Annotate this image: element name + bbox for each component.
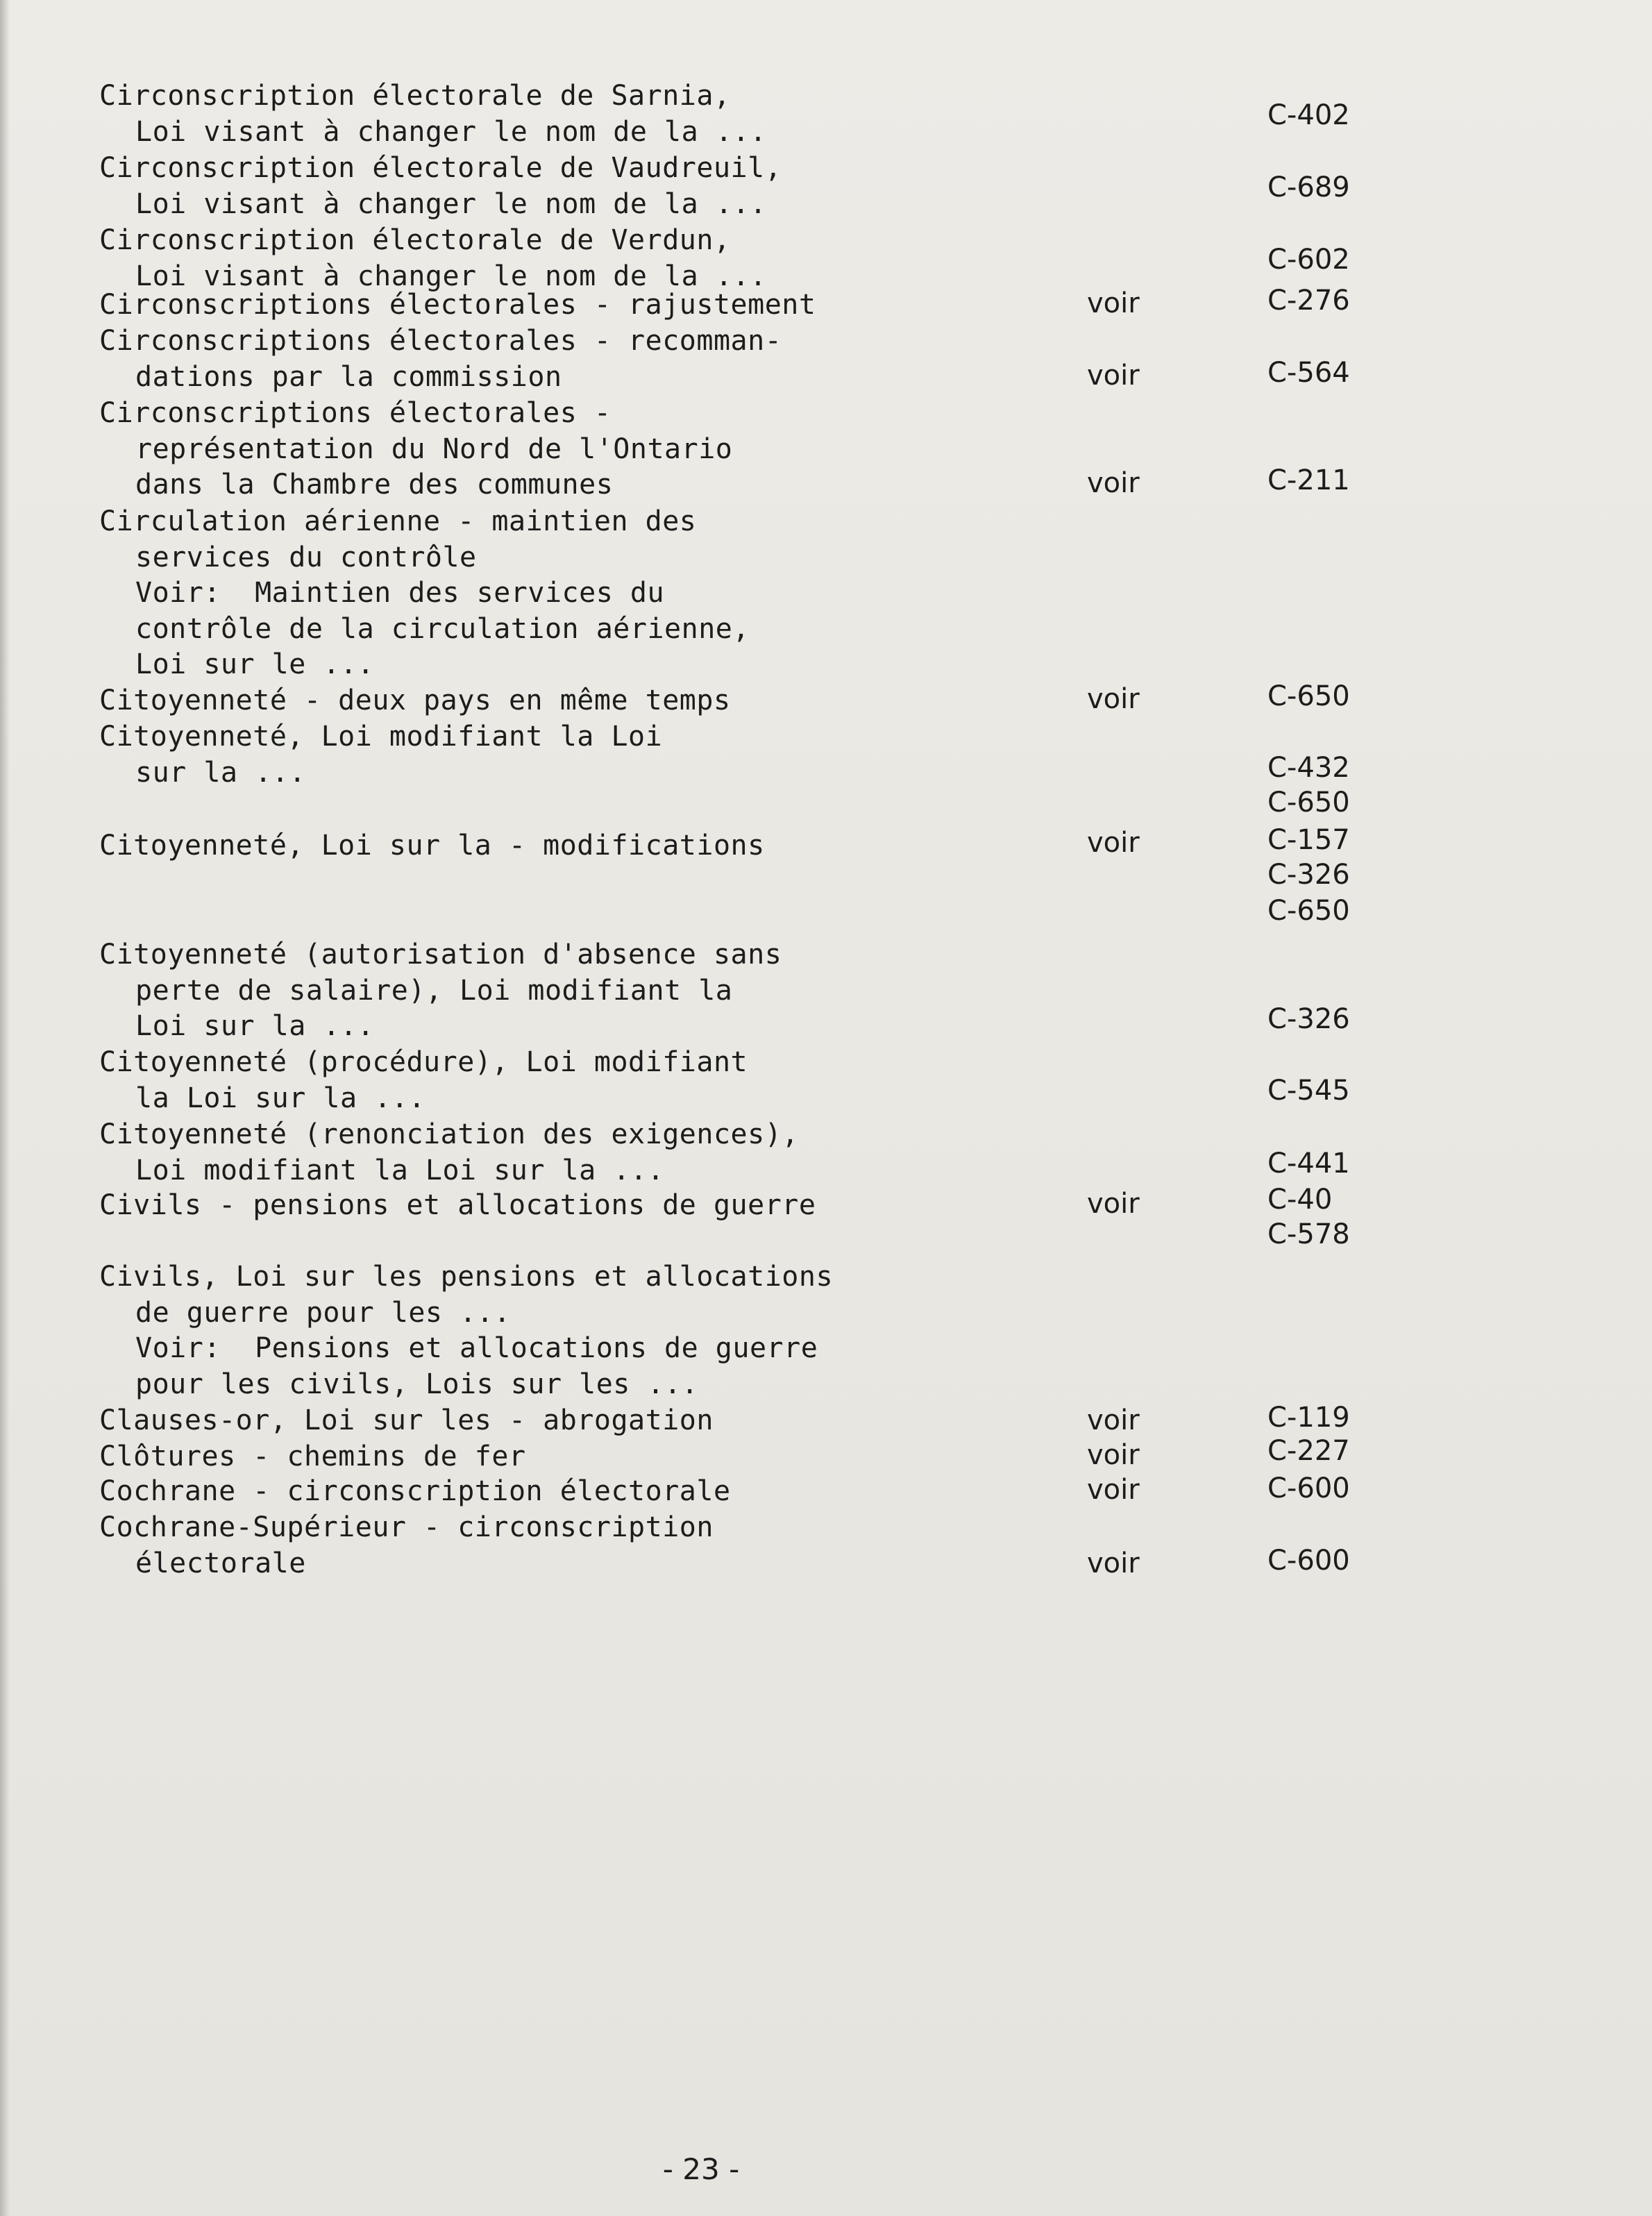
see-reference-label: voir xyxy=(1087,827,1140,859)
bill-number: C-40 xyxy=(1267,1184,1333,1216)
see-reference-label: voir xyxy=(1087,1404,1140,1436)
index-entry-continuation: de guerre pour les ... xyxy=(135,1296,511,1329)
index-entry-continuation: Loi visant à changer le nom de la ... xyxy=(135,260,767,292)
bill-number: C-119 xyxy=(1267,1402,1350,1434)
index-entry-term: Citoyenneté (renonciation des exigences), xyxy=(99,1118,799,1150)
bill-number: C-545 xyxy=(1267,1075,1350,1107)
index-entry-continuation: Loi visant à changer le nom de la ... xyxy=(135,115,767,148)
index-entry-continuation: perte de salaire), Loi modifiant la xyxy=(135,974,733,1007)
index-entry-continuation: contrôle de la circulation aérienne, xyxy=(135,612,750,645)
index-entry-continuation: services du contrôle xyxy=(135,541,477,573)
see-reference-label: voir xyxy=(1087,1474,1140,1506)
index-entry-term: Circonscription électorale de Sarnia, xyxy=(99,80,731,112)
index-entry-continuation: Loi modifiant la Loi sur la ... xyxy=(135,1154,665,1186)
index-entry-term: Citoyenneté (procédure), Loi modifiant xyxy=(99,1046,748,1078)
see-reference-label: voir xyxy=(1087,683,1140,715)
bill-number: C-441 xyxy=(1267,1148,1350,1180)
index-entry-term: Circulation aérienne - maintien des xyxy=(99,505,697,537)
see-reference-label: voir xyxy=(1087,1188,1140,1220)
bill-number: C-650 xyxy=(1267,680,1350,712)
index-entry-term: Citoyenneté, Loi sur la - modifications xyxy=(99,830,765,862)
bill-number: C-432 xyxy=(1267,752,1350,784)
page-number: - 23 - xyxy=(662,2152,740,2186)
index-entry-term: Cochrane - circonscription électorale xyxy=(99,1475,731,1507)
index-entry-continuation: Loi visant à changer le nom de la ... xyxy=(135,187,767,220)
page-edge-shadow xyxy=(0,0,10,2216)
index-entry-term: Circonscriptions électorales - recomman- xyxy=(99,325,782,357)
index-entry-continuation: électorale xyxy=(135,1547,306,1579)
index-entry-term: Citoyenneté (autorisation d'absence sans xyxy=(99,939,782,971)
index-entry-term: Civils - pensions et allocations de guerre xyxy=(99,1189,816,1221)
index-entry-term: Cochrane-Supérieur - circonscription xyxy=(99,1511,714,1543)
bill-number: C-326 xyxy=(1267,1003,1350,1035)
index-entry-continuation: Loi sur la ... xyxy=(135,1010,375,1043)
index-entry-continuation: pour les civils, Lois sur les ... xyxy=(135,1368,699,1400)
index-entry-term: Clauses-or, Loi sur les - abrogation xyxy=(99,1404,714,1436)
index-entry-continuation: sur la ... xyxy=(135,756,306,789)
index-entry-continuation: la Loi sur la ... xyxy=(135,1082,425,1114)
index-entry-continuation: dans la Chambre des communes xyxy=(135,469,614,501)
see-reference-label: voir xyxy=(1087,1547,1140,1579)
see-reference-label: voir xyxy=(1087,467,1140,499)
index-entry-term: Circonscriptions électorales - xyxy=(99,397,612,429)
bill-number: C-402 xyxy=(1267,99,1350,131)
bill-number: C-326 xyxy=(1267,859,1350,891)
index-entry-term: Citoyenneté, Loi modifiant la Loi xyxy=(99,721,663,753)
index-entry-continuation: Loi sur le ... xyxy=(135,648,375,681)
bill-number: C-564 xyxy=(1267,357,1350,389)
index-entry-term: Circonscription électorale de Verdun, xyxy=(99,224,731,256)
see-reference-label: voir xyxy=(1087,287,1140,319)
index-entry-continuation: Voir: Pensions et allocations de guerre xyxy=(135,1332,818,1365)
index-entry-continuation: dations par la commission xyxy=(135,360,562,393)
index-entry-term: Circonscription électorale de Vaudreuil, xyxy=(99,152,782,184)
index-entry-term: Circonscriptions électorales - rajustement xyxy=(99,289,816,321)
bill-number: C-157 xyxy=(1267,824,1350,856)
index-entry-term: Citoyenneté - deux pays en même temps xyxy=(99,685,731,716)
see-reference-label: voir xyxy=(1087,1439,1140,1471)
index-entry-term: Civils, Loi sur les pensions et allocations xyxy=(99,1261,834,1293)
bill-number: C-689 xyxy=(1267,171,1350,203)
bill-number: C-650 xyxy=(1267,895,1350,927)
index-entry-continuation: représentation du Nord de l'Ontario xyxy=(135,433,733,465)
bill-number: C-227 xyxy=(1267,1435,1350,1467)
bill-number: C-602 xyxy=(1267,244,1350,276)
bill-number: C-211 xyxy=(1267,464,1350,496)
index-entry-term: Clôtures - chemins de fer xyxy=(99,1441,526,1472)
bill-number: C-600 xyxy=(1267,1472,1350,1504)
bill-number: C-276 xyxy=(1267,285,1350,317)
see-reference-label: voir xyxy=(1087,360,1140,392)
index-entry-continuation: Voir: Maintien des services du xyxy=(135,577,665,610)
bill-number: C-600 xyxy=(1267,1545,1350,1577)
bill-number: C-578 xyxy=(1267,1218,1350,1250)
bill-number: C-650 xyxy=(1267,787,1350,819)
